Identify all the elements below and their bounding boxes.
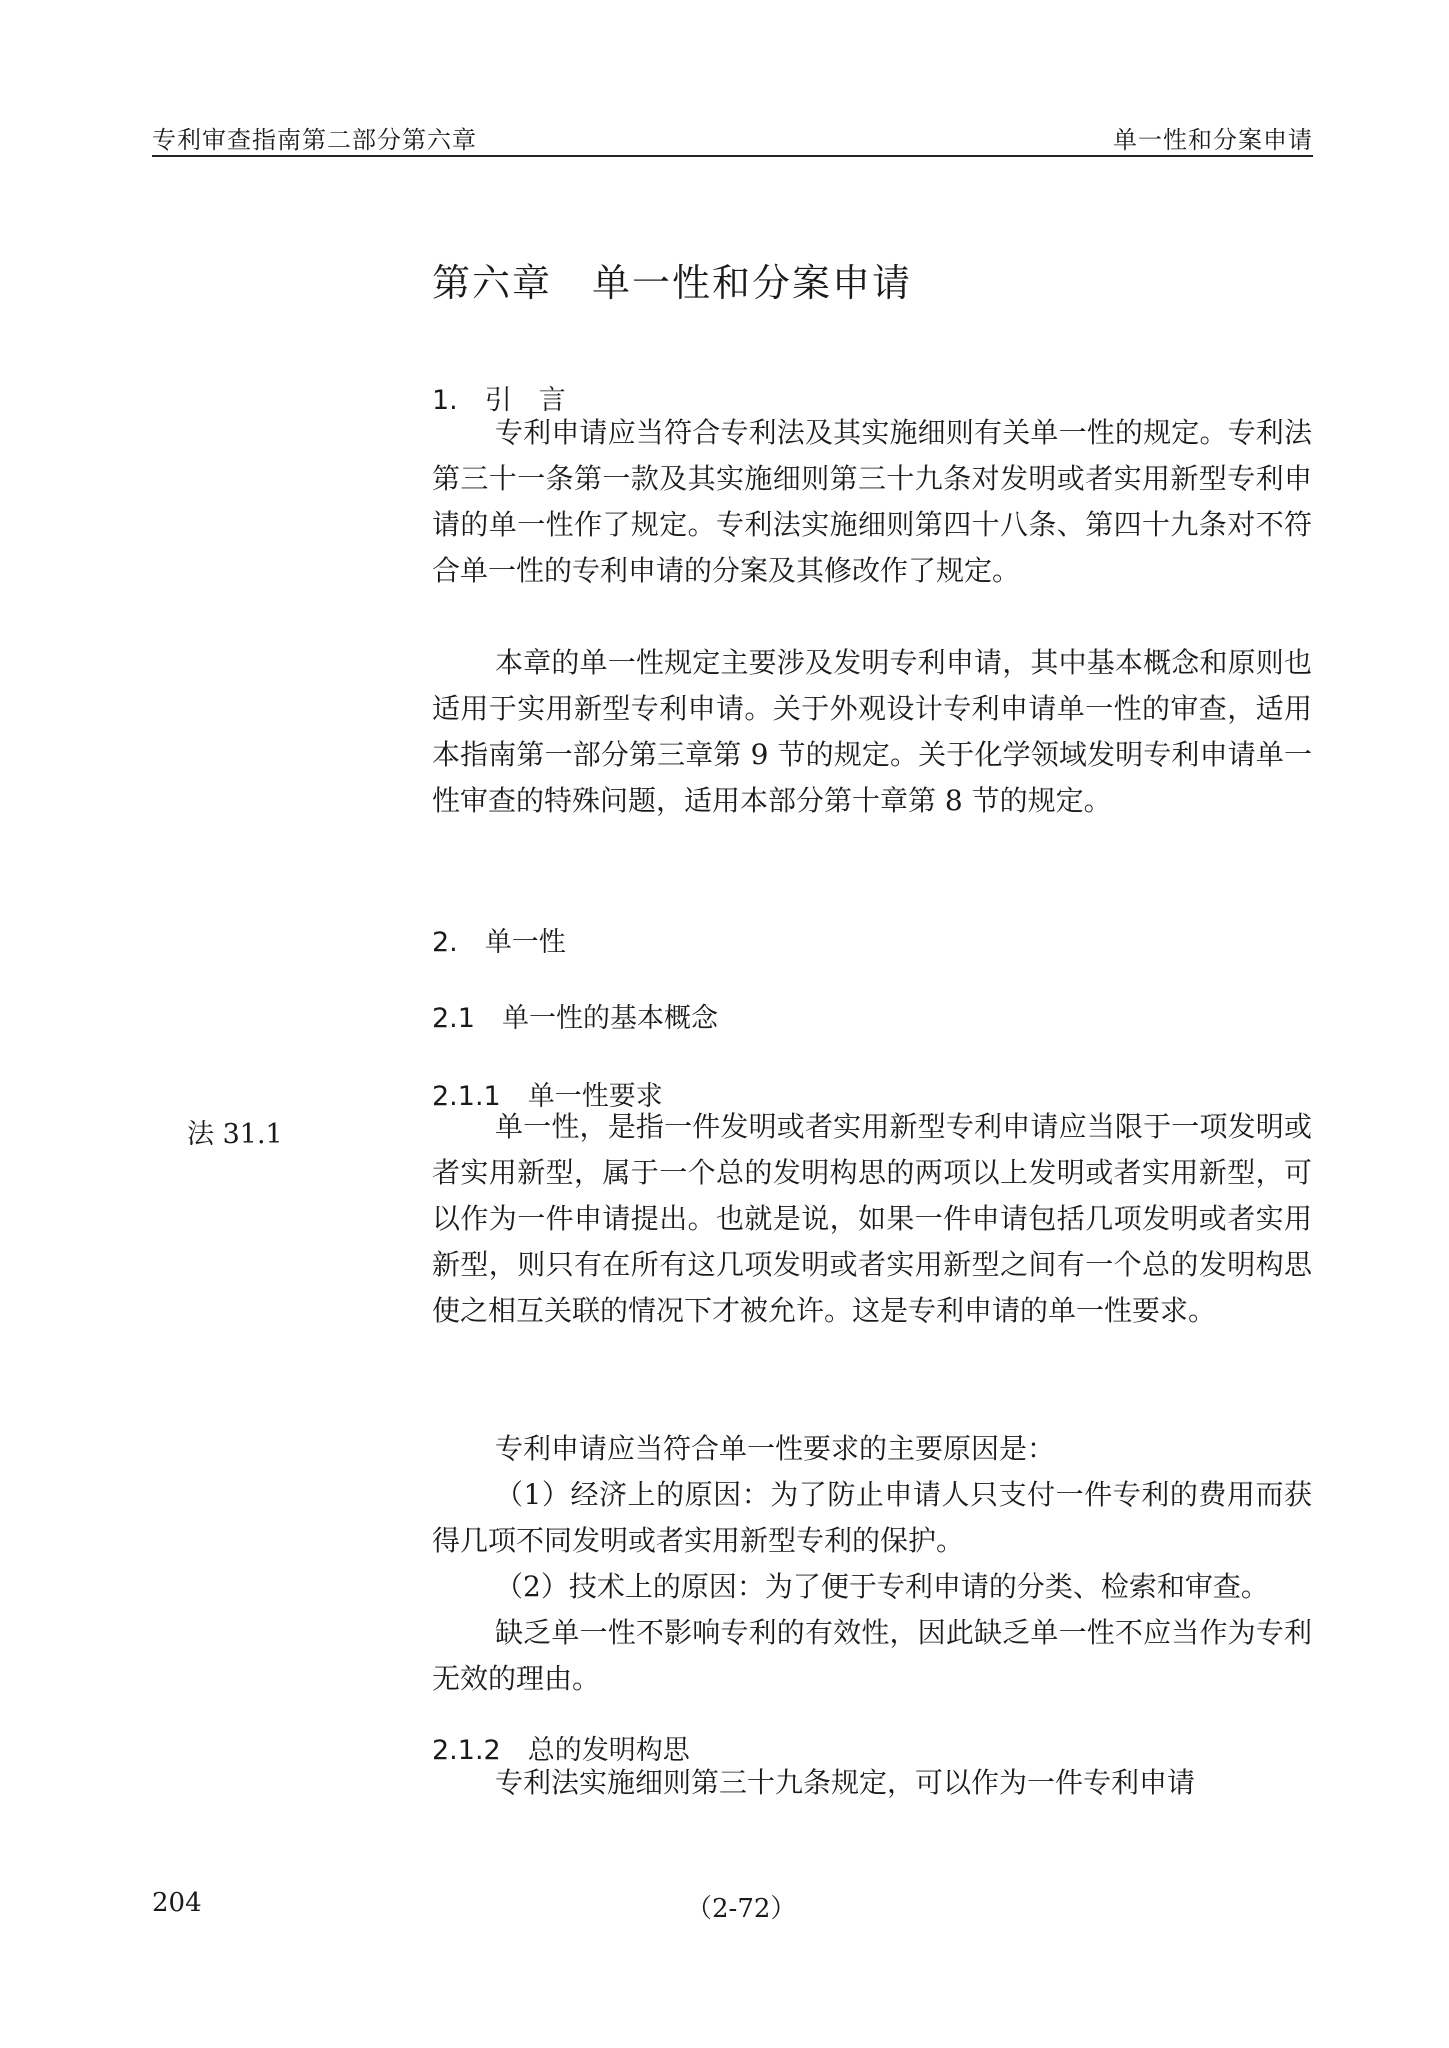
header-rule: [152, 155, 1313, 157]
section-2-1-2-paragraph-1: 专利法实施细则第三十九条规定，可以作为一件专利申请: [495, 1766, 1196, 1799]
running-header-left: 专利审查指南第二部分第六章: [152, 126, 477, 154]
section-1-paragraph-2: 本章的单一性规定主要涉及发明专利申请，其中基本概念和原则也适用于实用新型专利申请。关于外观设计专利申请单一性的审查，适用本指南第一部分第三章第 9 节的规定。关于化学领域发明专利申请单一性审查的特殊问题，适用本部分第十章第 8 节的规定。: [432, 646, 1312, 817]
section-2-1-1-heading: 2.1.1 单一性要求: [432, 1081, 663, 1112]
section-1-heading: 1. 引 言: [432, 385, 566, 416]
section-2-1-1-paragraph-1: 单一性，是指一件发明或者实用新型专利申请应当限于一项发明或者实用新型，属于一个总的发明构思的两项以上发明或者实用新型，可以作为一件申请提出。也就是说，如果一件申请包括几项发明或者实用新型，则只有在所有这几项发明或者实用新型之间有一个总的发明构思使之相互关联的情况下才被允许。这是专利申请的单一性要求。: [432, 1110, 1312, 1327]
section-2-1-1-paragraph-3: （1）经济上的原因：为了防止申请人只支付一件专利的费用而获得几项不同发明或者实用新型专利的保护。: [432, 1478, 1312, 1557]
section-2-1-heading: 2.1 单一性的基本概念: [432, 1003, 718, 1034]
section-2-heading: 2. 单一性: [432, 927, 566, 958]
section-2-1-1-paragraph-4: （2）技术上的原因：为了便于专利申请的分类、检索和审查。: [495, 1570, 1269, 1603]
section-2-1-1-paragraph-2: 专利申请应当符合单一性要求的主要原因是：: [495, 1432, 1056, 1465]
page-reference: （2-72）: [686, 1894, 797, 1924]
section-1-paragraph-1: 专利申请应当符合专利法及其实施细则有关单一性的规定。专利法第三十一条第一款及其实施细则第三十九条对发明或者实用新型专利申请的单一性作了规定。专利法实施细则第四十八条、第四十九条对不符合单一性的专利申请的分案及其修改作了规定。: [432, 416, 1312, 587]
running-header-right: 单一性和分案申请: [1113, 126, 1313, 154]
section-2-1-2-heading: 2.1.2 总的发明构思: [432, 1735, 690, 1766]
chapter-title: 第六章 单一性和分案申请: [432, 261, 913, 305]
page-number: 204: [152, 1888, 202, 1918]
margin-note-law-reference: 法 31.1: [187, 1119, 283, 1150]
section-2-1-1-paragraph-5: 缺乏单一性不影响专利的有效性，因此缺乏单一性不应当作为专利无效的理由。: [432, 1616, 1312, 1695]
